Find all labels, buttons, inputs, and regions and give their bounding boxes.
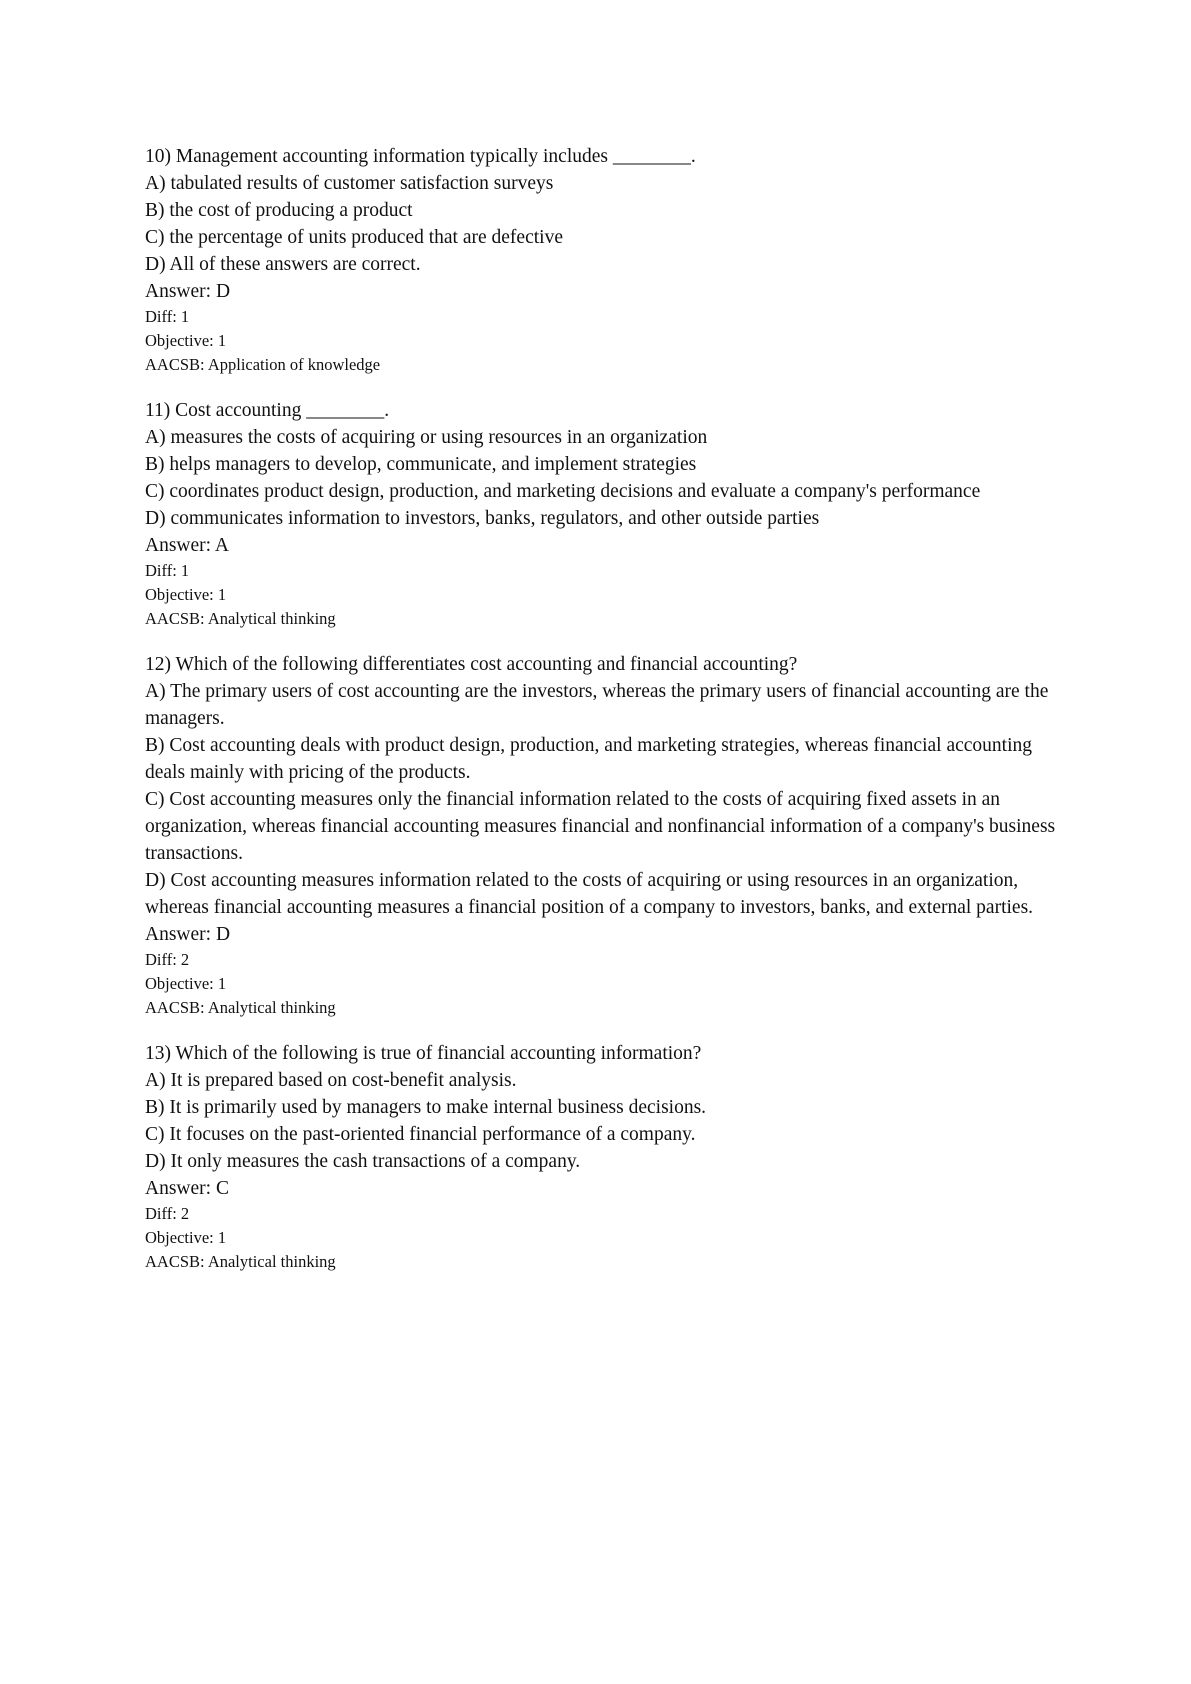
answer-option-d: D) communicates information to investors, banks, regulators, and other outside parties [145,508,820,529]
objective: Objective: 1 [145,974,227,993]
aacsb-tag: AACSB: Application of knowledge [145,355,381,374]
answer-option-a: A) The primary users of cost accounting are the investors, whereas the primary users of financial accounting are the managers. [145,681,1049,729]
objective: Objective: 1 [145,1228,227,1247]
answer-option-c: C) the percentage of units produced that are defective [145,227,563,248]
question-stem: 13) Which of the following is true of financial accounting information? [145,1043,702,1064]
correct-answer: Answer: C [145,1178,229,1199]
aacsb-tag: AACSB: Analytical thinking [145,998,336,1017]
answer-option-b: B) the cost of producing a product [145,200,413,221]
correct-answer: Answer: A [145,535,229,556]
answer-option-b: B) helps managers to develop, communicate, and implement strategies [145,454,697,475]
question-12 [145,651,1075,1020]
answer-option-c: C) coordinates product design, production, and marketing decisions and evaluate a company's performance [145,481,981,502]
question-11 [145,397,1075,631]
answer-option-d: D) All of these answers are correct. [145,254,421,275]
answer-option-a: A) It is prepared based on cost-benefit analysis. [145,1070,517,1091]
question-10 [145,143,1075,377]
question-13 [145,1040,1075,1274]
difficulty: Diff: 1 [145,307,190,326]
aacsb-tag: AACSB: Analytical thinking [145,1252,336,1271]
difficulty: Diff: 2 [145,950,190,969]
answer-option-c: C) Cost accounting measures only the financial information related to the costs of acquiring fixed assets in an organization, whereas financial accounting measures financial and nonfinancial information of a company's business transactions. [145,789,1056,864]
answer-option-a: A) tabulated results of customer satisfaction surveys [145,173,554,194]
question-stem: 11) Cost accounting ________. [145,400,390,421]
answer-option-d: D) Cost accounting measures information related to the costs of acquiring or using resources in an organization, whereas financial accounting measures a financial position of a company to investors, banks, and external parties. [145,870,1034,918]
question-stem: 10) Management accounting information typically includes ________. [145,146,696,167]
correct-answer: Answer: D [145,924,231,945]
objective: Objective: 1 [145,331,227,350]
correct-answer: Answer: D [145,281,231,302]
answer-option-b: B) It is primarily used by managers to make internal business decisions. [145,1097,707,1118]
question-stem: 12) Which of the following differentiates cost accounting and financial accounting? [145,654,798,675]
answer-option-a: A) measures the costs of acquiring or using resources in an organization [145,427,708,448]
objective: Objective: 1 [145,585,227,604]
aacsb-tag: AACSB: Analytical thinking [145,609,336,628]
answer-option-c: C) It focuses on the past-oriented financial performance of a company. [145,1124,696,1145]
difficulty: Diff: 1 [145,561,190,580]
question-list [145,143,1075,1294]
difficulty: Diff: 2 [145,1204,190,1223]
answer-option-d: D) It only measures the cash transactions of a company. [145,1151,581,1172]
answer-option-b: B) Cost accounting deals with product design, production, and marketing strategies, whereas financial accounting deals mainly with pricing of the products. [145,735,1033,783]
